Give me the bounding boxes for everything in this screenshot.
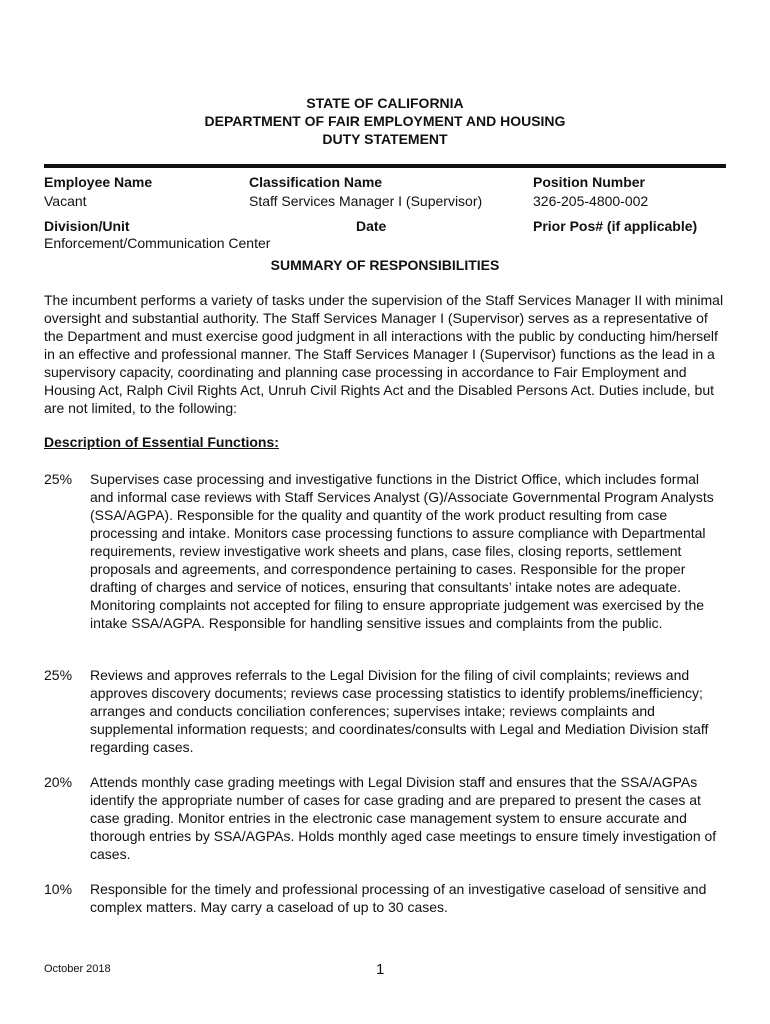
document-header	[0, 94, 770, 148]
classification-name-value: Staff Services Manager I (Supervisor)	[249, 193, 483, 209]
function-percent: 10%	[44, 881, 73, 897]
position-number-value: 326-205-4800-002	[533, 193, 649, 209]
function-text: Responsible for the timely and professional processing of an investigative caseload of sensitive and complex matters. May carry a caseload of up to 30 cases.	[90, 881, 707, 915]
function-item	[44, 773, 726, 863]
header-divider	[44, 164, 726, 168]
header-department: DEPARTMENT OF FAIR EMPLOYMENT AND HOUSING	[204, 113, 566, 129]
function-item	[44, 470, 726, 632]
page-number: 1	[376, 961, 385, 978]
summary-heading: SUMMARY OF RESPONSIBILITIES	[270, 257, 500, 273]
function-item	[44, 880, 726, 916]
division-unit-value: Enforcement/Communication Center	[44, 235, 271, 251]
essential-functions-heading: Description of Essential Functions:	[44, 434, 279, 450]
position-number-label: Position Number	[533, 174, 646, 190]
date-label: Date	[356, 218, 387, 234]
function-text: Reviews and approves referrals to the Legal Division for the filing of civil complaints; reviews and approves discovery documents; reviews case processing statistics to identify problems/inefficiency; arranges and conducts conciliation conferences; supervises intake; reviews complaints and supplemental information requests; and coordinates/consults with Legal and Mediation Division staff regarding cases.	[90, 667, 709, 755]
employee-name-label: Employee Name	[44, 174, 153, 190]
function-percent: 20%	[44, 774, 73, 790]
division-unit-label: Division/Unit	[44, 218, 130, 234]
function-item	[44, 666, 726, 756]
function-percent: 25%	[44, 667, 73, 683]
function-text: Attends monthly case grading meetings with Legal Division staff and ensures that the SSA/AGPAs identify the appropriate number of cases for case grading and are prepared to present the cases at case grading. Monitor entries in the electronic case management system to ensure accurate and thorough entries by SSA/AGPAs. Holds monthly aged case meetings to ensure timely investigation of cases.	[90, 774, 717, 862]
function-text: Supervises case processing and investigative functions in the District Office, which includes formal and informal case reviews with Staff Services Analyst (G)/Associate Governmental Program Analysts (SSA/AGPA). Responsible for the quality and quantity of the work product resulting from case processing and intake. Monitors case processing functions to assure compliance with Departmental requirements, review investigative work sheets and plans, case files, closing reports, settlement proposals and agreements, and correspondence pertaining to cases. Responsible for the proper drafting of charges and service of notices, ensuring that consultants’ intake notes are adequate. Monitoring complaints not accepted for filing to ensure appropriate judgement was exercised by the intake SSA/AGPA. Responsible for handling sensitive issues and complaints from the public.	[90, 471, 714, 631]
summary-paragraph: The incumbent performs a variety of tasks under the supervision of the Staff Services Manager II with minimal oversight and substantial authority. The Staff Services Manager I (Supervisor) serves as a representative of the Department and must exercise good judgment in all interactions with the public by conducting him/herself in an effective and professional manner. The Staff Services Manager I (Supervisor) functions as the lead in a supervisory capacity, coordinating and planning case processing in accordance to Fair Employment and Housing Act, Ralph Civil Rights Act, Unruh Civil Rights Act and the Disabled Persons Act. Duties include, but are not limited, to the following:	[44, 292, 724, 416]
footer-date: October 2018	[44, 963, 111, 975]
header-doc-title: DUTY STATEMENT	[322, 131, 448, 147]
classification-name-label: Classification Name	[249, 174, 383, 190]
function-percent: 25%	[44, 471, 73, 487]
prior-position-label: Prior Pos# (if applicable)	[533, 218, 698, 234]
header-state: STATE OF CALIFORNIA	[306, 95, 464, 111]
employee-name-value: Vacant	[44, 193, 87, 209]
